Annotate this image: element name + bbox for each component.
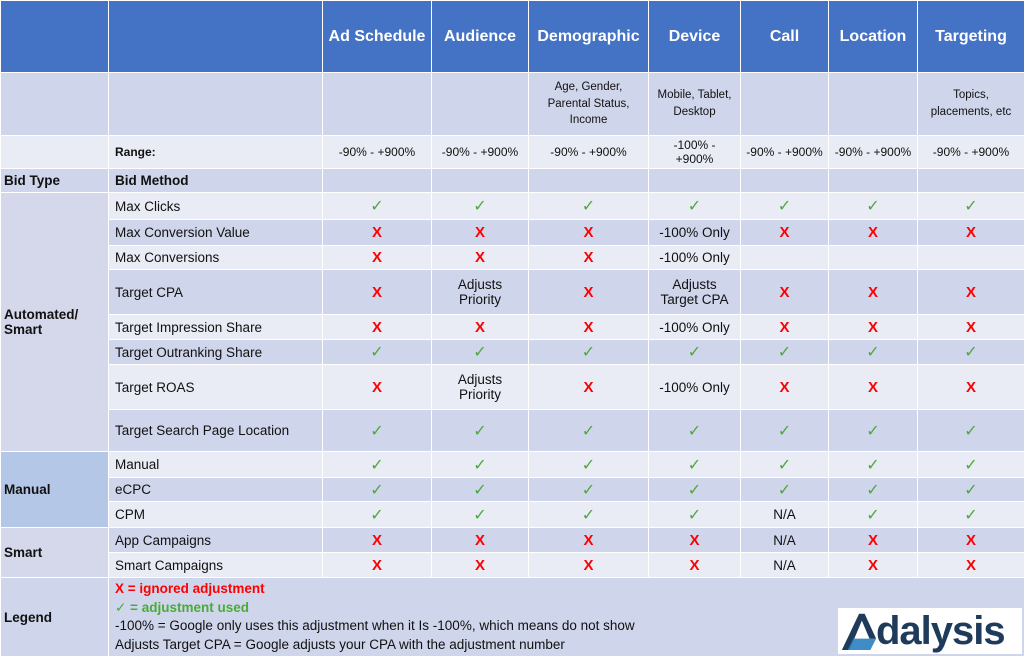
bid-type-group-label: Manual [1, 452, 109, 528]
ignored-x-icon: X [529, 528, 649, 553]
support-cell: N/A [741, 553, 829, 578]
header-blank-2 [109, 1, 323, 73]
check-icon: ✓ [649, 452, 741, 478]
check-icon: ✓ [918, 452, 1025, 478]
range-row [1, 136, 1025, 169]
bid-method-cell: App Campaigns [109, 528, 323, 553]
check-icon: ✓ [741, 478, 829, 502]
bid-type-label: Bid Type [1, 169, 109, 193]
check-icon: ✓ [829, 193, 918, 220]
table-row [1, 340, 1025, 365]
bid-method-cell: CPM [109, 502, 323, 528]
subheader-blank-1 [1, 73, 109, 136]
col-header-targeting: Targeting [918, 1, 1025, 73]
check-icon: ✓ [649, 478, 741, 502]
check-icon: ✓ [529, 478, 649, 502]
subheader-demographic: Age, Gender, Parental Status, Income [529, 73, 649, 136]
check-icon: ✓ [918, 478, 1025, 502]
header-blank-1 [1, 1, 109, 73]
table-row [1, 193, 1025, 220]
ignored-x-icon: X [529, 553, 649, 578]
support-cell: -100% Only [649, 220, 741, 246]
range-blank [1, 136, 109, 169]
ignored-x-icon: X [649, 553, 741, 578]
ignored-x-icon: X [323, 315, 432, 340]
table-row [1, 502, 1025, 528]
ignored-x-icon: X [741, 365, 829, 410]
legend-line-minus100: -100% = Google only uses this adjustment when it Is -100%, which means do not show [115, 618, 635, 633]
support-cell: -100% Only [649, 246, 741, 270]
ignored-x-icon: X [829, 220, 918, 246]
check-icon: ✓ [829, 452, 918, 478]
bid-type-group-label: Automated/ Smart [1, 193, 109, 452]
support-cell: Adjusts Priority [432, 365, 529, 410]
subheader-targeting: Topics, placements, etc [918, 73, 1025, 136]
subheader-device: Mobile, Tablet, Desktop [649, 73, 741, 136]
bid-method-blank [529, 169, 649, 193]
check-icon: ✓ [529, 193, 649, 220]
ignored-x-icon: X [918, 553, 1025, 578]
check-icon: ✓ [323, 502, 432, 528]
ignored-x-icon: X [741, 220, 829, 246]
adalysis-a-mark-icon [840, 610, 878, 652]
ignored-x-icon: X [918, 220, 1025, 246]
ignored-x-icon: X [529, 220, 649, 246]
legend-line-adjusts-cpa: Adjusts Target CPA = Google adjusts your CPA with the adjustment number [115, 636, 565, 652]
col-header-ad-schedule: Ad Schedule [323, 1, 432, 73]
check-icon: ✓ [649, 193, 741, 220]
ignored-x-icon: X [432, 315, 529, 340]
support-cell [918, 246, 1025, 270]
range-value: -90% - +900% [529, 136, 649, 169]
table-row [1, 270, 1025, 315]
check-icon: ✓ [432, 502, 529, 528]
range-value: -90% - +900% [323, 136, 432, 169]
table-row [1, 365, 1025, 410]
check-icon: ✓ [432, 452, 529, 478]
bid-method-cell: Target Outranking Share [109, 340, 323, 365]
check-icon: ✓ [529, 410, 649, 452]
check-icon: ✓ [918, 410, 1025, 452]
check-icon: ✓ [829, 340, 918, 365]
support-cell [829, 246, 918, 270]
check-icon: ✓ [918, 502, 1025, 528]
ignored-x-icon: X [432, 553, 529, 578]
check-icon: ✓ [323, 340, 432, 365]
check-icon: ✓ [323, 410, 432, 452]
bid-method-cell: Max Conversions [109, 246, 323, 270]
range-label: Range: [109, 136, 323, 169]
ignored-x-icon: X [918, 365, 1025, 410]
subheader-location [829, 73, 918, 136]
subheader-audience [432, 73, 529, 136]
check-icon: ✓ [649, 410, 741, 452]
range-value: -90% - +900% [432, 136, 529, 169]
legend-label: Legend [1, 578, 109, 657]
support-cell: Adjusts Priority [432, 270, 529, 315]
legend-line-used: ✓ = adjustment used [115, 599, 249, 615]
ignored-x-icon: X [323, 220, 432, 246]
check-icon: ✓ [323, 478, 432, 502]
legend-line-ignored: X = ignored adjustment [115, 581, 265, 596]
ignored-x-icon: X [323, 246, 432, 270]
subheader-blank-2 [109, 73, 323, 136]
bid-type-group-label: Smart [1, 528, 109, 578]
bid-method-cell: Target Search Page Location [109, 410, 323, 452]
check-icon: ✓ [323, 452, 432, 478]
check-icon: ✓ [918, 340, 1025, 365]
bid-method-blank [432, 169, 529, 193]
range-value: -90% - +900% [918, 136, 1025, 169]
support-cell: -100% Only [649, 315, 741, 340]
ignored-x-icon: X [432, 528, 529, 553]
support-cell: -100% Only [649, 365, 741, 410]
bid-method-cell: Target CPA [109, 270, 323, 315]
bid-method-cell: Manual [109, 452, 323, 478]
check-icon: ✓ [432, 478, 529, 502]
support-cell: N/A [741, 502, 829, 528]
bid-method-blank [741, 169, 829, 193]
table-row [1, 220, 1025, 246]
check-icon: ✓ [741, 340, 829, 365]
bid-method-blank [649, 169, 741, 193]
col-header-device: Device [649, 1, 741, 73]
subheader-call [741, 73, 829, 136]
check-icon: ✓ [432, 410, 529, 452]
col-header-audience: Audience [432, 1, 529, 73]
table-row [1, 410, 1025, 452]
check-icon: ✓ [432, 340, 529, 365]
bid-method-blank [829, 169, 918, 193]
check-icon: ✓ [918, 193, 1025, 220]
bid-method-label: Bid Method [109, 169, 323, 193]
range-value: -100% - +900% [649, 136, 741, 169]
bid-method-blank [323, 169, 432, 193]
bid-method-cell: eCPC [109, 478, 323, 502]
range-value: -90% - +900% [829, 136, 918, 169]
ignored-x-icon: X [323, 528, 432, 553]
support-cell: Adjusts Target CPA [649, 270, 741, 315]
table-row [1, 315, 1025, 340]
ignored-x-icon: X [829, 365, 918, 410]
support-cell [741, 246, 829, 270]
check-icon: ✓ [529, 340, 649, 365]
table-row [1, 246, 1025, 270]
ignored-x-icon: X [529, 246, 649, 270]
ignored-x-icon: X [918, 528, 1025, 553]
check-icon: ✓ [649, 502, 741, 528]
table-row [1, 528, 1025, 553]
ignored-x-icon: X [529, 365, 649, 410]
logo-text: dalysis [876, 609, 1005, 653]
bid-method-blank [918, 169, 1025, 193]
check-icon: ✓ [432, 193, 529, 220]
ignored-x-icon: X [829, 553, 918, 578]
ignored-x-icon: X [529, 315, 649, 340]
ignored-x-icon: X [741, 270, 829, 315]
check-icon: ✓ [829, 502, 918, 528]
subheader-row [1, 73, 1025, 136]
check-icon: ✓ [741, 410, 829, 452]
ignored-x-icon: X [829, 528, 918, 553]
ignored-x-icon: X [323, 553, 432, 578]
bid-method-cell: Target Impression Share [109, 315, 323, 340]
ignored-x-icon: X [741, 315, 829, 340]
ignored-x-icon: X [323, 270, 432, 315]
range-value: -90% - +900% [741, 136, 829, 169]
bid-method-cell: Target ROAS [109, 365, 323, 410]
ignored-x-icon: X [432, 220, 529, 246]
ignored-x-icon: X [829, 270, 918, 315]
bid-method-header-row [1, 169, 1025, 193]
header-row [1, 1, 1025, 73]
ignored-x-icon: X [323, 365, 432, 410]
adalysis-logo [838, 608, 1022, 654]
check-icon: ✓ [323, 193, 432, 220]
check-icon: ✓ [529, 502, 649, 528]
col-header-call: Call [741, 1, 829, 73]
bid-method-cell: Smart Campaigns [109, 553, 323, 578]
col-header-demographic: Demographic [529, 1, 649, 73]
bid-method-cell: Max Conversion Value [109, 220, 323, 246]
check-icon: ✓ [741, 193, 829, 220]
check-icon: ✓ [829, 478, 918, 502]
table-row [1, 553, 1025, 578]
check-icon: ✓ [741, 452, 829, 478]
table-row [1, 452, 1025, 478]
check-icon: ✓ [529, 452, 649, 478]
ignored-x-icon: X [649, 528, 741, 553]
ignored-x-icon: X [432, 246, 529, 270]
table-row [1, 478, 1025, 502]
ignored-x-icon: X [918, 270, 1025, 315]
ignored-x-icon: X [829, 315, 918, 340]
ignored-x-icon: X [529, 270, 649, 315]
ignored-x-icon: X [918, 315, 1025, 340]
check-icon: ✓ [649, 340, 741, 365]
check-icon: ✓ [829, 410, 918, 452]
support-cell: N/A [741, 528, 829, 553]
col-header-location: Location [829, 1, 918, 73]
subheader-ad-schedule [323, 73, 432, 136]
bid-method-cell: Max Clicks [109, 193, 323, 220]
